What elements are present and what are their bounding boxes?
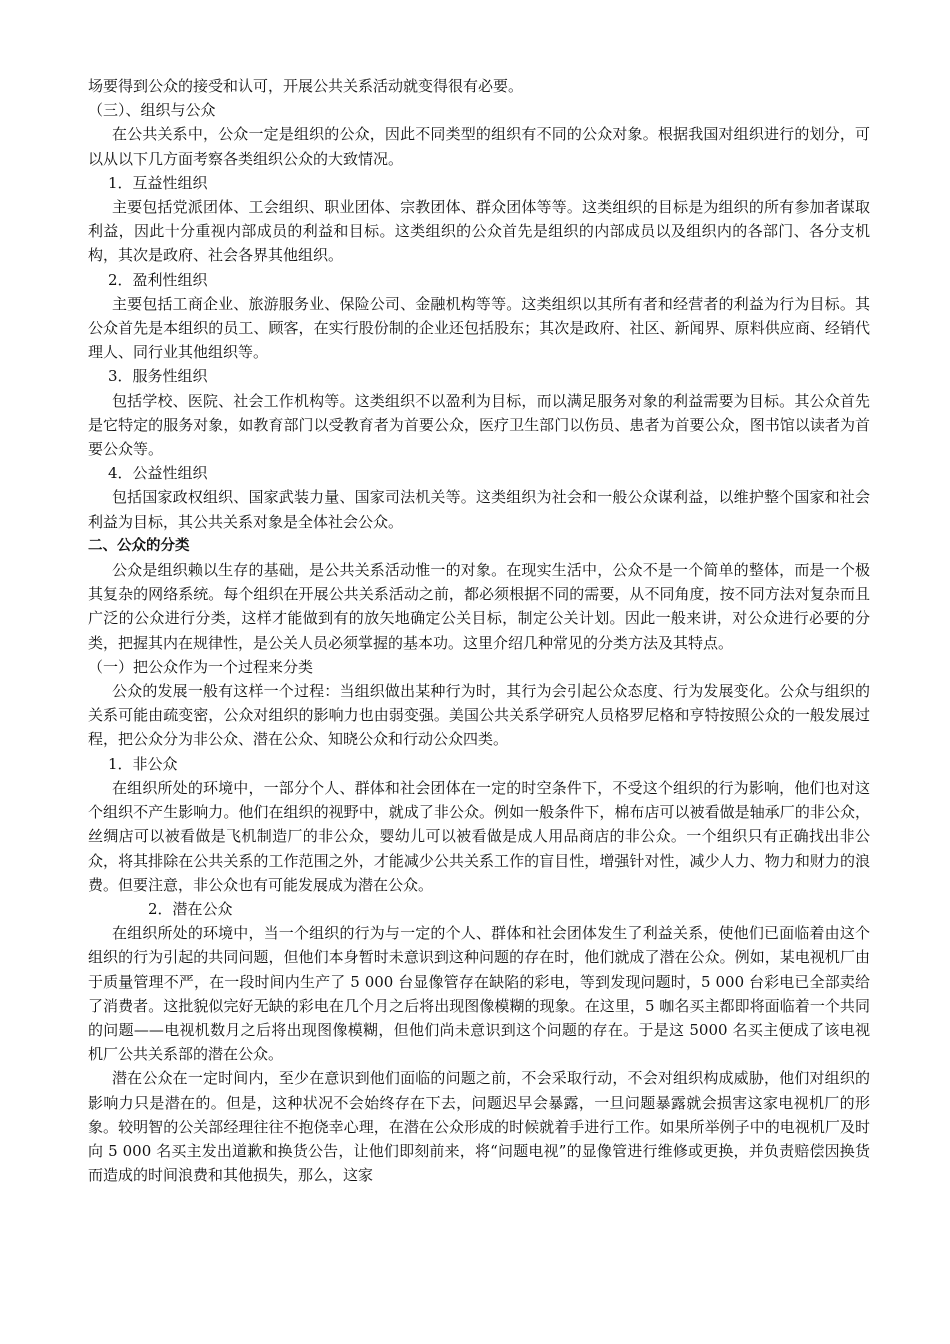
body-paragraph: 主要包括工商企业、旅游服务业、保险公司、金融机构等等。这类组织以其所有者和经营者的利益为行为目标。其公众首先是本组织的员工、顾客，在实行股份制的企业还包括股东；其次是政府、社区、新闻界、原料供应商、经销代理人、同行业其他组织等。 (88, 294, 870, 362)
body-paragraph: 包括国家政权组织、国家武装力量、国家司法机关等。这类组织为社会和一般公众谋利益，以维护整个国家和社会利益为目标，其公共关系对象是全体社会公众。 (88, 488, 870, 531)
numbered-subheading: 1．非公众 (108, 754, 178, 773)
section-heading: 二、公众的分类 (88, 537, 190, 554)
body-paragraph: 在组织所处的环境中，一部分个人、群体和社会团体在一定的时空条件下，不受这个组织的行为影响，他们也对这个组织不产生影响力。他们在组织的视野中，就成了非公众。例如一般条件下，棉布店可以被看做是轴承厂的非公众，丝绸店可以被看做是飞机制造厂的非公众，婴幼儿可以被看做是成人用品商店的非公众。一个组织只有正确找出非公众，将其排除在公共关系的工作范围之外，才能减少公共关系工作的盲目性，增强针对性，减少人力、物力和财力的浪费。但要注意，非公众也有可能发展成为潜在公众。 (88, 778, 870, 894)
body-paragraph: 在组织所处的环境中，当一个组织的行为与一定的个人、群体和社会团体发生了利益关系，使他们已面临着由这个组织的行为引起的共同问题，但他们本身暂时未意识到这种问题的存在时，他们就成了潜在公众。例如，某电视机厂由于质量管理不严，在一段时间内生产了 5 000 台显像管存在缺陷的彩电，等到发现问题时，5 000 台彩电已全部卖给了消费者。这批貌似完好无缺的彩电在几个月之后将出现图像模糊的现象。在这里，5 咖名买主都即将面临着一个共同的问题——电视机数月之后将出现图像模糊，但他们尚未意识到这个问题的存在。于是这 5000 名买主便成了该电视机厂公共关系部的潜在公众。 (88, 924, 870, 1064)
body-paragraph: 在公共关系中，公众一定是组织的公众，因此不同类型的组织有不同的公众对象。根据我国对组织进行的划分，可以从以下几方面考察各类组织公众的大致情况。 (88, 125, 870, 168)
numbered-subheading: 2．潜在公众 (148, 899, 233, 918)
numbered-subheading: 4．公益性组织 (108, 464, 208, 483)
body-paragraph: 公众是组织赖以生存的基础，是公共关系活动惟一的对象。在现实生活中，公众不是一个简单的整体，而是一个极其复杂的网络系统。每个组织在开展公共关系活动之前，都必须根据不同的需要，从不同角度，按不同方法对复杂而且广泛的公众进行分类，这样才能做到有的放矢地确定公关目标，制定公关计划。因此一般来讲，对公众进行必要的分类，把握其内在规律性，是公关人员必须掌握的基本功。这里介绍几种常见的分类方法及其特点。 (88, 561, 870, 652)
document-page (88, 74, 870, 1187)
subsection-heading: （一）把公众作为一个过程来分类 (88, 657, 314, 676)
body-paragraph: 潜在公众在一定时间内，至少在意识到他们面临的问题之前，不会采取行动，不会对组织构成威胁，他们对组织的影响力只是潜在的。但是，这种状况不会始终存在下去，问题迟早会暴露，一旦问题暴露就会损害这家电视机厂的形象。较明智的公关部经理往往不抱侥幸心理，在潜在公众形成的时候就着手进行工作。如果所举例子中的电视机厂及时向 5 000 名买主发出道歉和换货公告，让他们即刻前来，将“问题电视”的显像管进行维修或更换，并负责赔偿因换货而造成的时间浪费和其他损失，那么，这家 (88, 1069, 870, 1185)
numbered-subheading: 3．服务性组织 (108, 367, 208, 386)
body-paragraph: 公众的发展一般有这样一个过程：当组织做出某种行为时，其行为会引起公众态度、行为发展变化。公众与组织的关系可能由疏变密，公众对组织的影响力也由弱变强。美国公共关系学研究人员格罗尼格和亨特按照公众的一般发展过程，把公众分为非公众、潜在公众、知晓公众和行动公众四类。 (88, 682, 870, 749)
body-paragraph: 场要得到公众的接受和认可，开展公共关系活动就变得很有必要。 (88, 77, 524, 95)
numbered-subheading: 1．互益性组织 (108, 173, 208, 192)
subsection-heading: （三）、组织与公众 (88, 101, 216, 120)
numbered-subheading: 2．盈利性组织 (108, 270, 208, 289)
body-paragraph: 主要包括党派团体、工会组织、职业团体、宗教团体、群众团体等等。这类组织的目标是为组织的所有参加者谋取利益，因此十分重视内部成员的利益和目标。这类组织的公众首先是组织的内部成员以及组织内的各部门、各分支机构，其次是政府、社会各界其他组织。 (88, 198, 870, 265)
body-paragraph: 包括学校、医院、社会工作机构等。这类组织不以盈利为目标，而以满足服务对象的利益需要为目标。其公众首先是它特定的服务对象，如教育部门以受教育者为首要公众，医疗卫生部门以伤员、患者为首要公众，图书馆以读者为首要公众等。 (88, 391, 870, 459)
